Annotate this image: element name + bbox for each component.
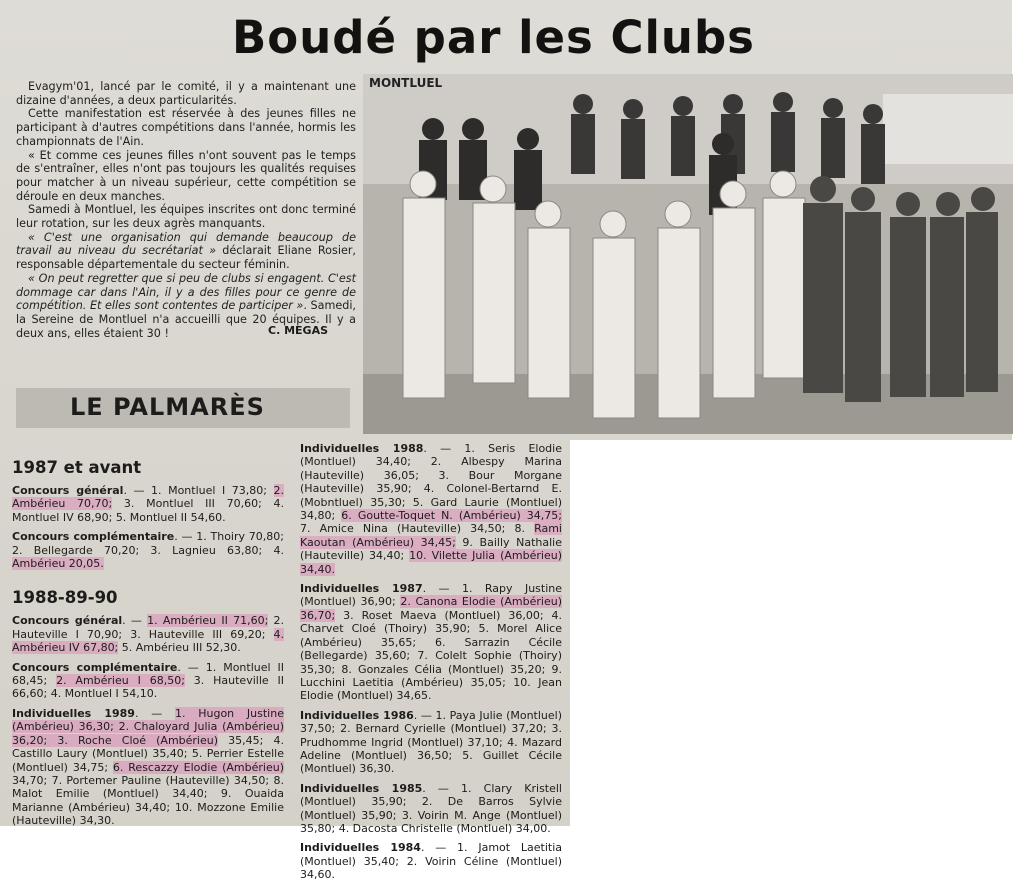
section-1988-title: 1988-89-90 xyxy=(12,588,118,608)
entry-label: Concours général xyxy=(12,614,123,628)
entry-text: 7. Amice Nina (Hauteville) 34,50; 8. xyxy=(300,522,535,536)
highlighted-result: 2. Canona Elodie (Ambérieu) 36,70; xyxy=(300,595,562,622)
byline: C. MEGAS xyxy=(268,324,329,337)
entry-label: Individuelles 1986 xyxy=(300,708,414,722)
entry-text: . — 1. Clary Kristell (Montluel) 35,90; 2. De Barros Sylvie (Montluel) 35,90; 3. Voirin M. Ange (Montluel) 35,80; 4. Dacosta Christelle (Montluel) 34,00. xyxy=(300,781,562,835)
quote-2: « On peut regretter que si peu de clubs si engagent. C'est dommage car dans l'Ain, il y a des filles pour ce genre de compétition. Et elles sont contentes de participer » xyxy=(16,271,356,313)
entry-text: . — xyxy=(134,706,175,720)
result-entry xyxy=(300,782,562,836)
highlighted-result: 6. Goutte-Toquet N. (Ambérieu) 34,75; xyxy=(341,509,562,523)
entry-text: 2. Hauteville I 70,90; 3. Hauteville III 69,20; xyxy=(12,614,285,641)
highlighted-result: 4. Ambérieu IV 67,80; xyxy=(12,627,284,655)
entry-label: Individuelles 1988 xyxy=(300,442,424,455)
highlighted-result: Ambérieu 20,05. xyxy=(12,557,104,571)
section-1987-title: 1987 et avant xyxy=(12,458,142,477)
palmares-title: LE PALMARÈS xyxy=(70,393,265,421)
highlighted-result: 2. Ambérieu 70,70; xyxy=(12,484,284,511)
photo-illustration xyxy=(363,74,1013,434)
entry-text: 5. Ambérieu III 52,30. xyxy=(118,641,241,655)
entry-label: Individuelles 1985 xyxy=(300,781,423,795)
entry-label: Individuelles 1984 xyxy=(300,841,421,855)
highlighted-result: Rami Kaoutan (Ambérieu) 34,45; xyxy=(300,522,562,549)
intro-paragraph: Cette manifestation est réservée à des jeunes filles ne participant à d'autres compétitions dans l'année, hormis les championnats de l'Ain. xyxy=(16,107,356,148)
entry-text: 3. Hauteville II 66,60; 4. Montluel I 54,10. xyxy=(12,674,284,701)
result-entry xyxy=(12,530,284,570)
result-entry xyxy=(300,841,562,881)
intro-quote-paragraph xyxy=(16,231,356,272)
quote-2-tail: . Samedi, la Sereine de Montluel n'a accueilli que 20 équipes. Il y a deux ans, elles étaient 30 ! xyxy=(16,299,356,340)
entry-text: . — 1. Rapy Justine (Montluel) 36,90; xyxy=(300,582,563,609)
team-photo xyxy=(363,74,1013,434)
result-entry xyxy=(300,582,562,703)
entry-text: . — 1. Paya Julie (Montluel) 37,50; 2. Bernard Cyrielle (Montluel) 37,20; 3. Prudhomme Ingrid (Montluel) 37,10; 4. Mazard Adeline (Montluel) 36,50; 5. Guillet Cécile (Montluel) 36,30. xyxy=(300,708,563,776)
result-entry xyxy=(12,707,284,828)
entry-text: . — 1. Thoiry 70,80; 2. Bellegarde 70,20; 3. Lagnieu 63,80; 4. xyxy=(12,530,284,557)
entry-text: 35,45; 4. Castillo Laury (Montluel) 35,40; 5. Perrier Estelle (Montluel) 34,75; xyxy=(12,733,284,774)
highlighted-result: 1. Ambérieu II 71,60; xyxy=(147,614,269,628)
entry-text: . — 1. Montluel I 73,80; xyxy=(123,484,274,497)
entry-text: . — 1. Montluel II 68,45; xyxy=(12,660,284,688)
entry-text: . — xyxy=(122,614,148,628)
highlighted-result: 1. Hugon Justine (Ambérieu) 36,30; 2. Chaloyard Julia (Ambérieu) 36,20; 3. Roche Cloé (Ambérieu) xyxy=(12,706,284,747)
quote-1: « C'est une organisation qui demande beaucoup de travail au niveau du secrétariat » xyxy=(16,230,356,258)
quote-1-attribution: déclarait Eliane Rosier, responsable départementale du secteur féminin. xyxy=(16,244,356,272)
highlighted-result: 2. Ambérieu I 68,50; xyxy=(56,674,185,688)
entry-text: . — 1. Seris Elodie (Montluel) 34,40; 2. Albespy Marina (Hauteville) 36,05; 3. Bour Morgane (Hauteville) 35,90; 4. Colonel-Bertarnd E. (Mobntluel) 35,30; 5. Gard Laurie (Montluel) 34,80; xyxy=(300,442,562,523)
headline: Boudé par les Clubs xyxy=(232,11,755,64)
entry-label: Individuelles 1989 xyxy=(12,706,135,720)
result-entry xyxy=(12,484,284,524)
spacer xyxy=(12,576,284,586)
entry-label: Individuelles 1987 xyxy=(300,582,423,596)
entry-text: 3. Roset Maeva (Montluel) 36,00; 4. Charvet Cloé (Thoiry) 35,90; 5. Morel Alice (Ambérieu) 35,65; 6. Sarrazin Cécile (Bellegarde) 35,60; 7. Colelt Sophie (Thoiry) 35,30; 8. Gonzales Célia (Montluel) 35,20; 9. Lucchini Laetitia (Ambérieu) 35,05; 10. Jean Elodie (Montluel) 34,65. xyxy=(300,608,562,703)
highlighted-result: 6. Rescazzy Elodie (Ambérieu) xyxy=(112,760,284,774)
blank-area xyxy=(570,440,1024,826)
highlighted-result: 10. Vilette Julia (Ambérieu) 34,40. xyxy=(300,549,562,576)
intro-paragraph: Samedi à Montluel, les équipes inscrites ont donc terminé leur rotation, sur les deux agrès manquants. xyxy=(16,203,356,231)
result-entry xyxy=(12,661,284,701)
intro-paragraph: Evagym'01, lancé par le comité, il y a maintenant une dizaine d'années, a deux particularités. xyxy=(16,80,356,107)
result-entry xyxy=(300,442,562,576)
entry-text: 34,70; 7. Portemer Pauline (Hauteville) 34,50; 8. Malot Emilie (Montluel) 34,40; 9. Ouaida Marianne (Ambérieu) 34,40; 10. Mozzone Emilie (Hauteville) 34,30. xyxy=(12,773,284,828)
results-column-right xyxy=(300,442,562,888)
entry-text: 3. Montluel III 70,60; 4. Montluel IV 68,90; 5. Montluel II 54,60. xyxy=(12,497,284,524)
photo-caption-montluel: MONTLUEL xyxy=(369,76,443,90)
result-entry xyxy=(300,709,562,776)
intro-article xyxy=(16,80,356,340)
entry-text: 9. Bailly Nathalie (Hauteville) 34,40; xyxy=(300,535,562,563)
intro-paragraph: « Et comme ces jeunes filles n'ont souvent pas le temps de s'entraîner, elles n'ont pas toujours les qualités requises pour matcher à un niveau supérieur, cette compétition se déroule en deux manches. xyxy=(16,148,356,203)
results-column-left xyxy=(12,456,284,834)
result-entry xyxy=(12,614,284,654)
entry-label: Concours complémentaire xyxy=(12,660,178,674)
entry-label: Concours complémentaire xyxy=(12,530,175,544)
entry-label: Concours général xyxy=(12,484,124,497)
entry-text: . — 1. Jamot Laetitia (Montluel) 35,40; 2. Voirin Céline (Montluel) 34,60. xyxy=(300,841,562,882)
